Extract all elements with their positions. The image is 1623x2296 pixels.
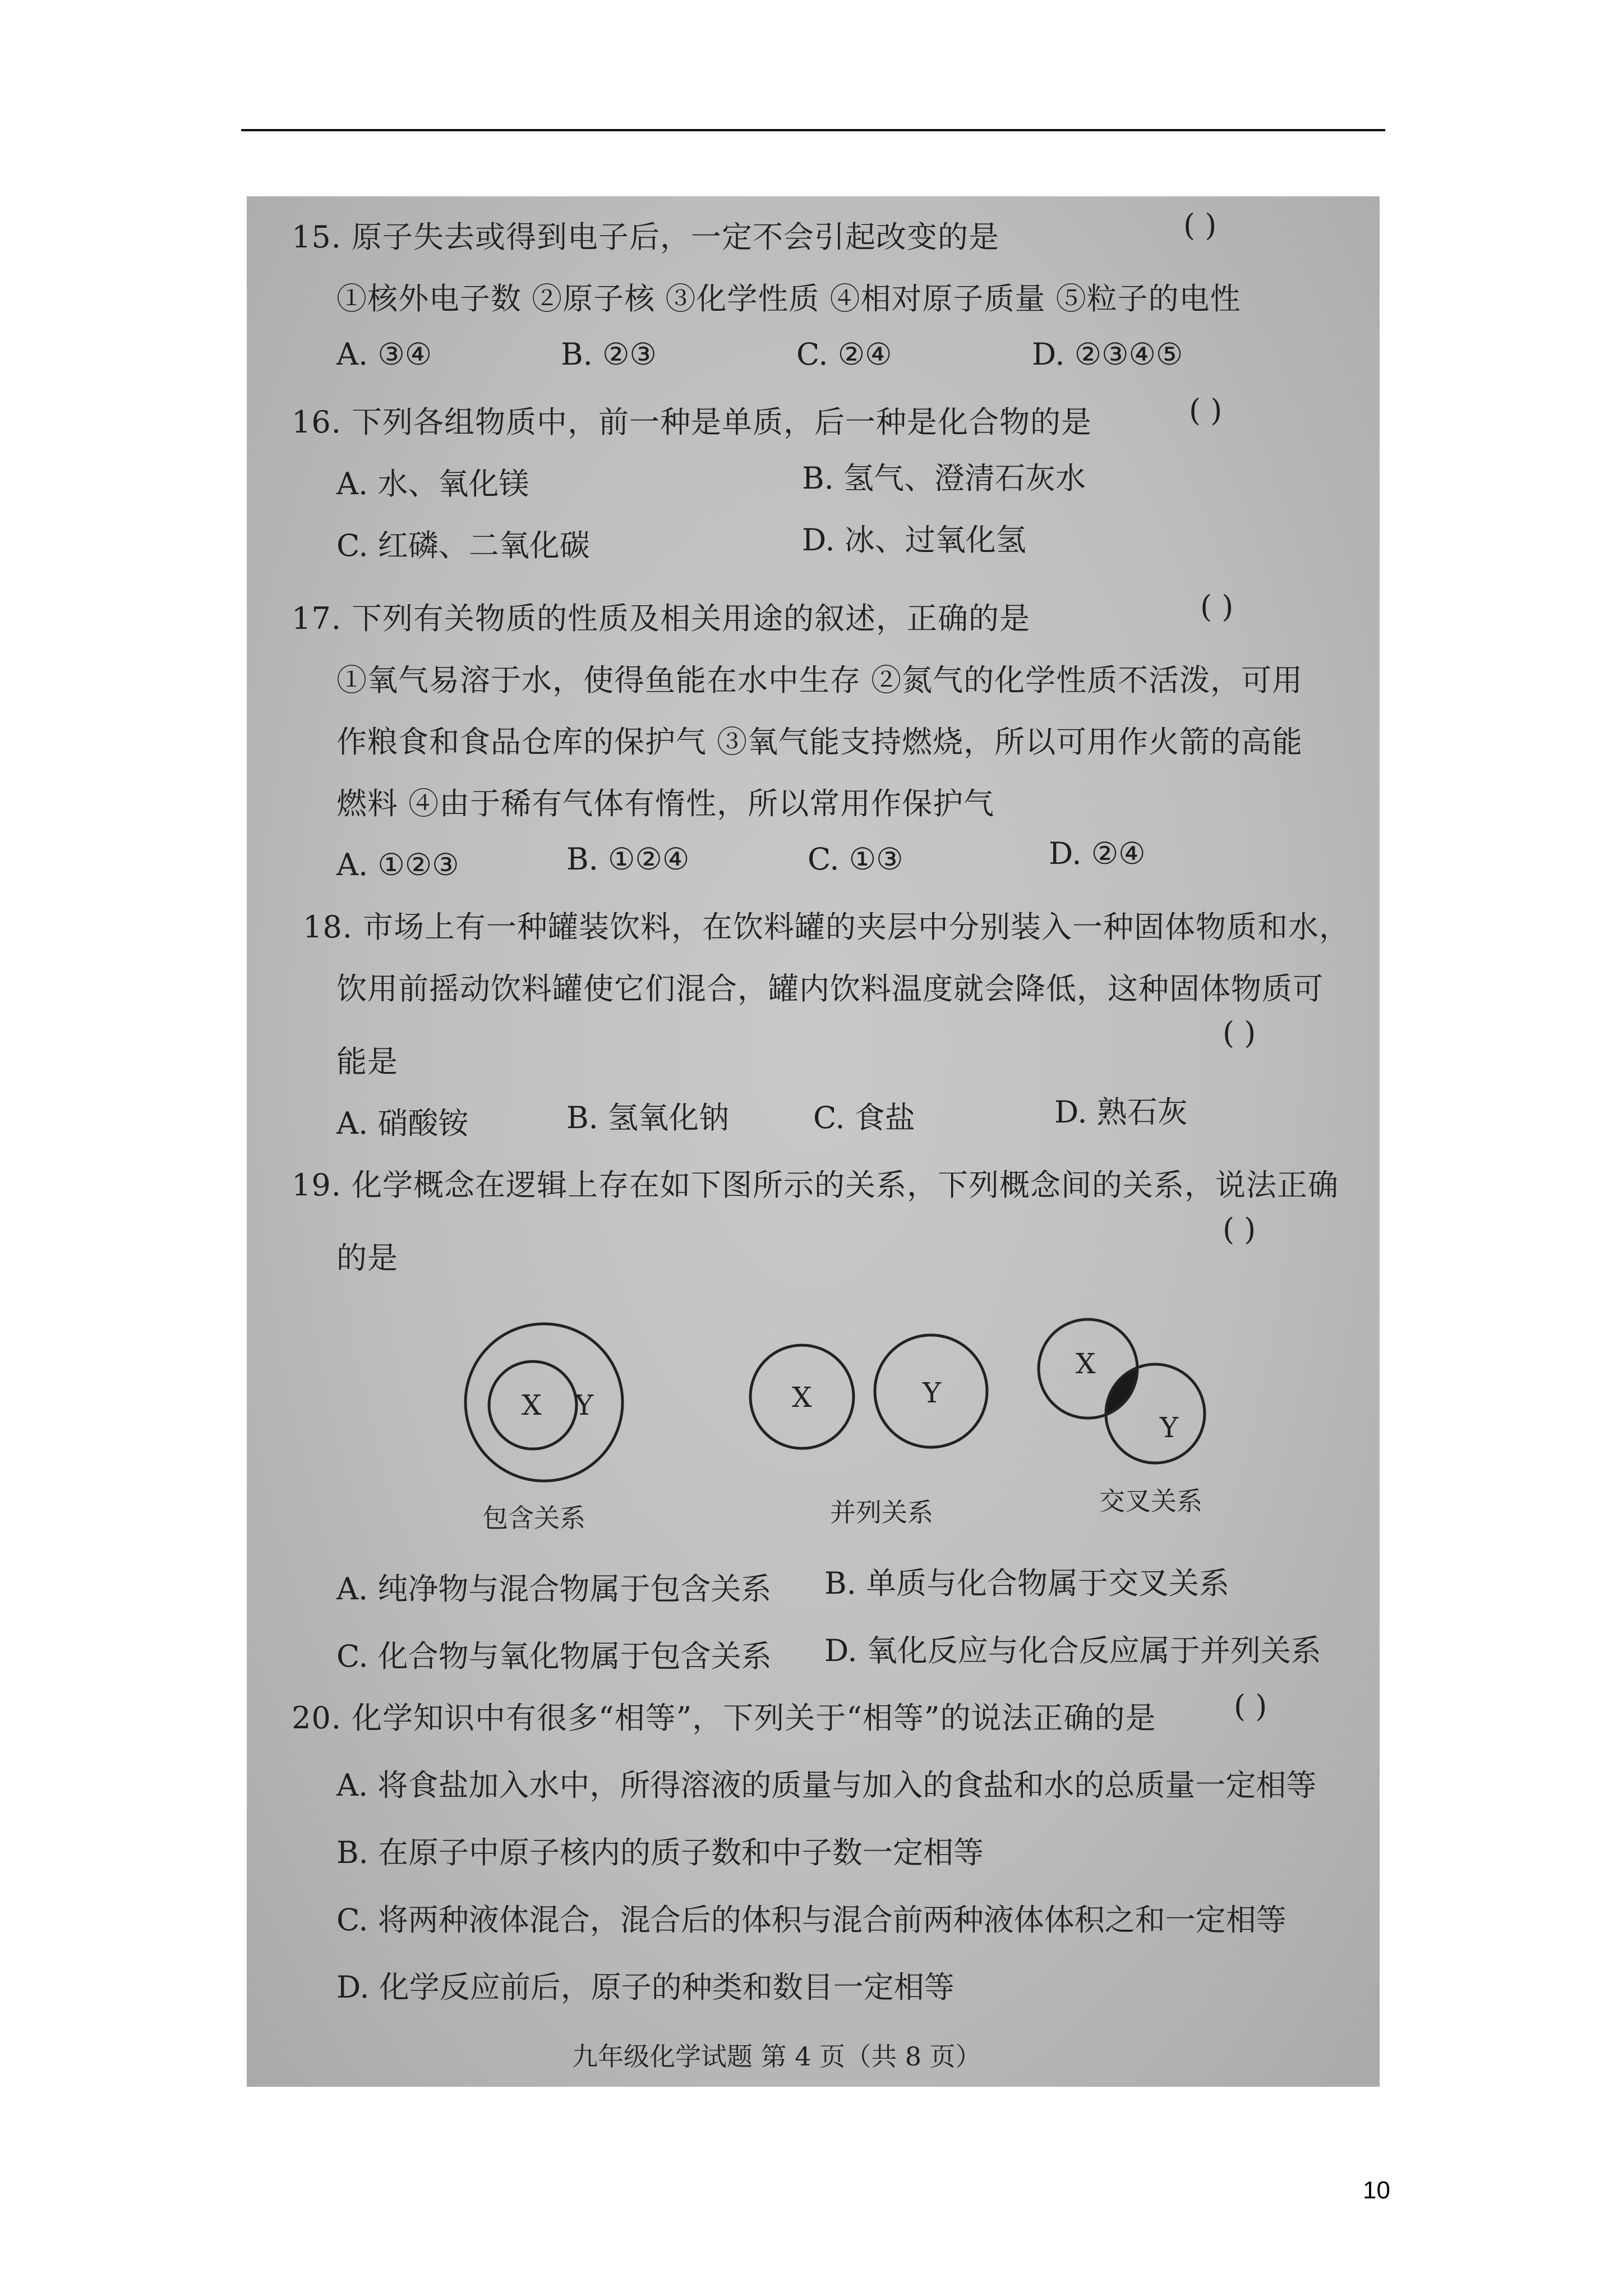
q16-option-c: C. 红磷、二氧化碳 <box>336 528 590 563</box>
q17-answer-paren: ( ) <box>1200 589 1234 624</box>
caption-parallel: 并列关系 <box>830 1497 933 1527</box>
q15-option-c: C. ②④ <box>796 337 892 372</box>
q15-option-a: A. ③④ <box>336 337 432 372</box>
q19-line1: 19. 化学概念在逻辑上存在如下图所示的关系，下列概念间的关系，说法正确 <box>292 1167 1339 1203</box>
q16-option-a: A. 水、氧化镁 <box>336 466 529 501</box>
q20-option-c: C. 将两种液体混合，混合后的体积与混合前两种液体体积之和一定相等 <box>336 1902 1287 1938</box>
q16-answer-paren: ( ) <box>1189 393 1223 428</box>
q16-option-b: B. 氢气、澄清石灰水 <box>802 461 1086 496</box>
exam-page-photo <box>247 196 1380 2087</box>
q17-option-b: B. ①②④ <box>566 841 690 877</box>
q19-option-b: B. 单质与化合物属于交叉关系 <box>824 1566 1230 1601</box>
q20-stem: 20. 化学知识中有很多“相等”，下列关于“相等”的说法正确的是 <box>292 1700 1156 1736</box>
q17-option-d: D. ②④ <box>1049 836 1146 871</box>
q17-stem: 17. 下列有关物质的性质及相关用途的叙述，正确的是 <box>292 601 1031 636</box>
containment-x-label: X <box>522 1389 542 1421</box>
intersection-x-label: X <box>1076 1347 1096 1380</box>
q20-option-b: B. 在原子中原子核内的质子数和中子数一定相等 <box>336 1835 984 1870</box>
q16-stem: 16. 下列各组物质中，前一种是单质，后一种是化合物的是 <box>292 404 1092 440</box>
q19-option-a: A. 纯净物与混合物属于包含关系 <box>336 1571 772 1607</box>
q19-answer-paren: ( ) <box>1223 1212 1256 1247</box>
q18-option-a: A. 硝酸铵 <box>336 1106 469 1141</box>
parallel-y-label: Y <box>923 1377 942 1409</box>
q18-line2: 饮用前摇动饮料罐使它们混合，罐内饮料温度就会降低，这种固体物质可 <box>336 971 1324 1006</box>
q19-option-d: D. 氧化反应与化合反应属于并列关系 <box>824 1633 1321 1668</box>
header-rule <box>241 129 1385 131</box>
intersection-y-label: Y <box>1160 1411 1179 1444</box>
exam-page-footer: 九年级化学试题 第 4 页（共 8 页） <box>572 2041 981 2072</box>
q15-answer-paren: ( ) <box>1183 208 1217 243</box>
q18-line3: 能是 <box>336 1044 398 1079</box>
q17-option-a: A. ①②③ <box>336 847 459 882</box>
q18-answer-paren: ( ) <box>1223 1015 1256 1051</box>
q17-line3: 作粮食和食品仓库的保护气 ③氧气能支持燃烧，所以可用作火箭的高能 <box>336 724 1303 760</box>
q18-option-c: C. 食盐 <box>813 1100 915 1135</box>
containment-y-label: Y <box>575 1389 594 1421</box>
q19-line2: 的是 <box>336 1240 398 1276</box>
parallel-x-label: X <box>792 1381 812 1414</box>
q15-option-d: D. ②③④⑤ <box>1032 337 1183 372</box>
q18-option-d: D. 熟石灰 <box>1054 1094 1188 1130</box>
page-number: 10 <box>1363 2177 1390 2204</box>
intersection-y-circle <box>1106 1364 1205 1463</box>
q15-option-b: B. ②③ <box>561 337 657 372</box>
q20-option-a: A. 将食盐加入水中，所得溶液的质量与加入的食盐和水的总质量一定相等 <box>336 1768 1317 1803</box>
q15-items: ①核外电子数 ②原子核 ③化学性质 ④相对原子质量 ⑤粒子的电性 <box>336 281 1241 316</box>
q16-option-d: D. 冰、过氧化氢 <box>802 522 1026 558</box>
q20-answer-paren: ( ) <box>1234 1688 1267 1724</box>
relationship-diagram <box>247 1307 1380 1531</box>
q17-line4: 燃料 ④由于稀有气体有惰性，所以常用作保护气 <box>336 786 995 821</box>
q17-option-c: C. ①③ <box>808 841 903 877</box>
q18-line1: 18. 市场上有一种罐装饮料，在饮料罐的夹层中分别装入一种固体物质和水， <box>303 909 1350 945</box>
q19-option-c: C. 化合物与氧化物属于包含关系 <box>336 1639 772 1674</box>
q17-line2: ①氧气易溶于水，使得鱼能在水中生存 ②氮气的化学性质不活泼，可用 <box>336 662 1303 698</box>
q15-stem: 15. 原子失去或得到电子后，一定不会引起改变的是 <box>292 219 1000 255</box>
caption-intersection: 交叉关系 <box>1099 1486 1202 1516</box>
caption-containment: 包含关系 <box>482 1503 585 1533</box>
q20-option-d: D. 化学反应前后，原子的种类和数目一定相等 <box>336 1970 955 2005</box>
q18-option-b: B. 氢氧化钠 <box>566 1100 730 1135</box>
